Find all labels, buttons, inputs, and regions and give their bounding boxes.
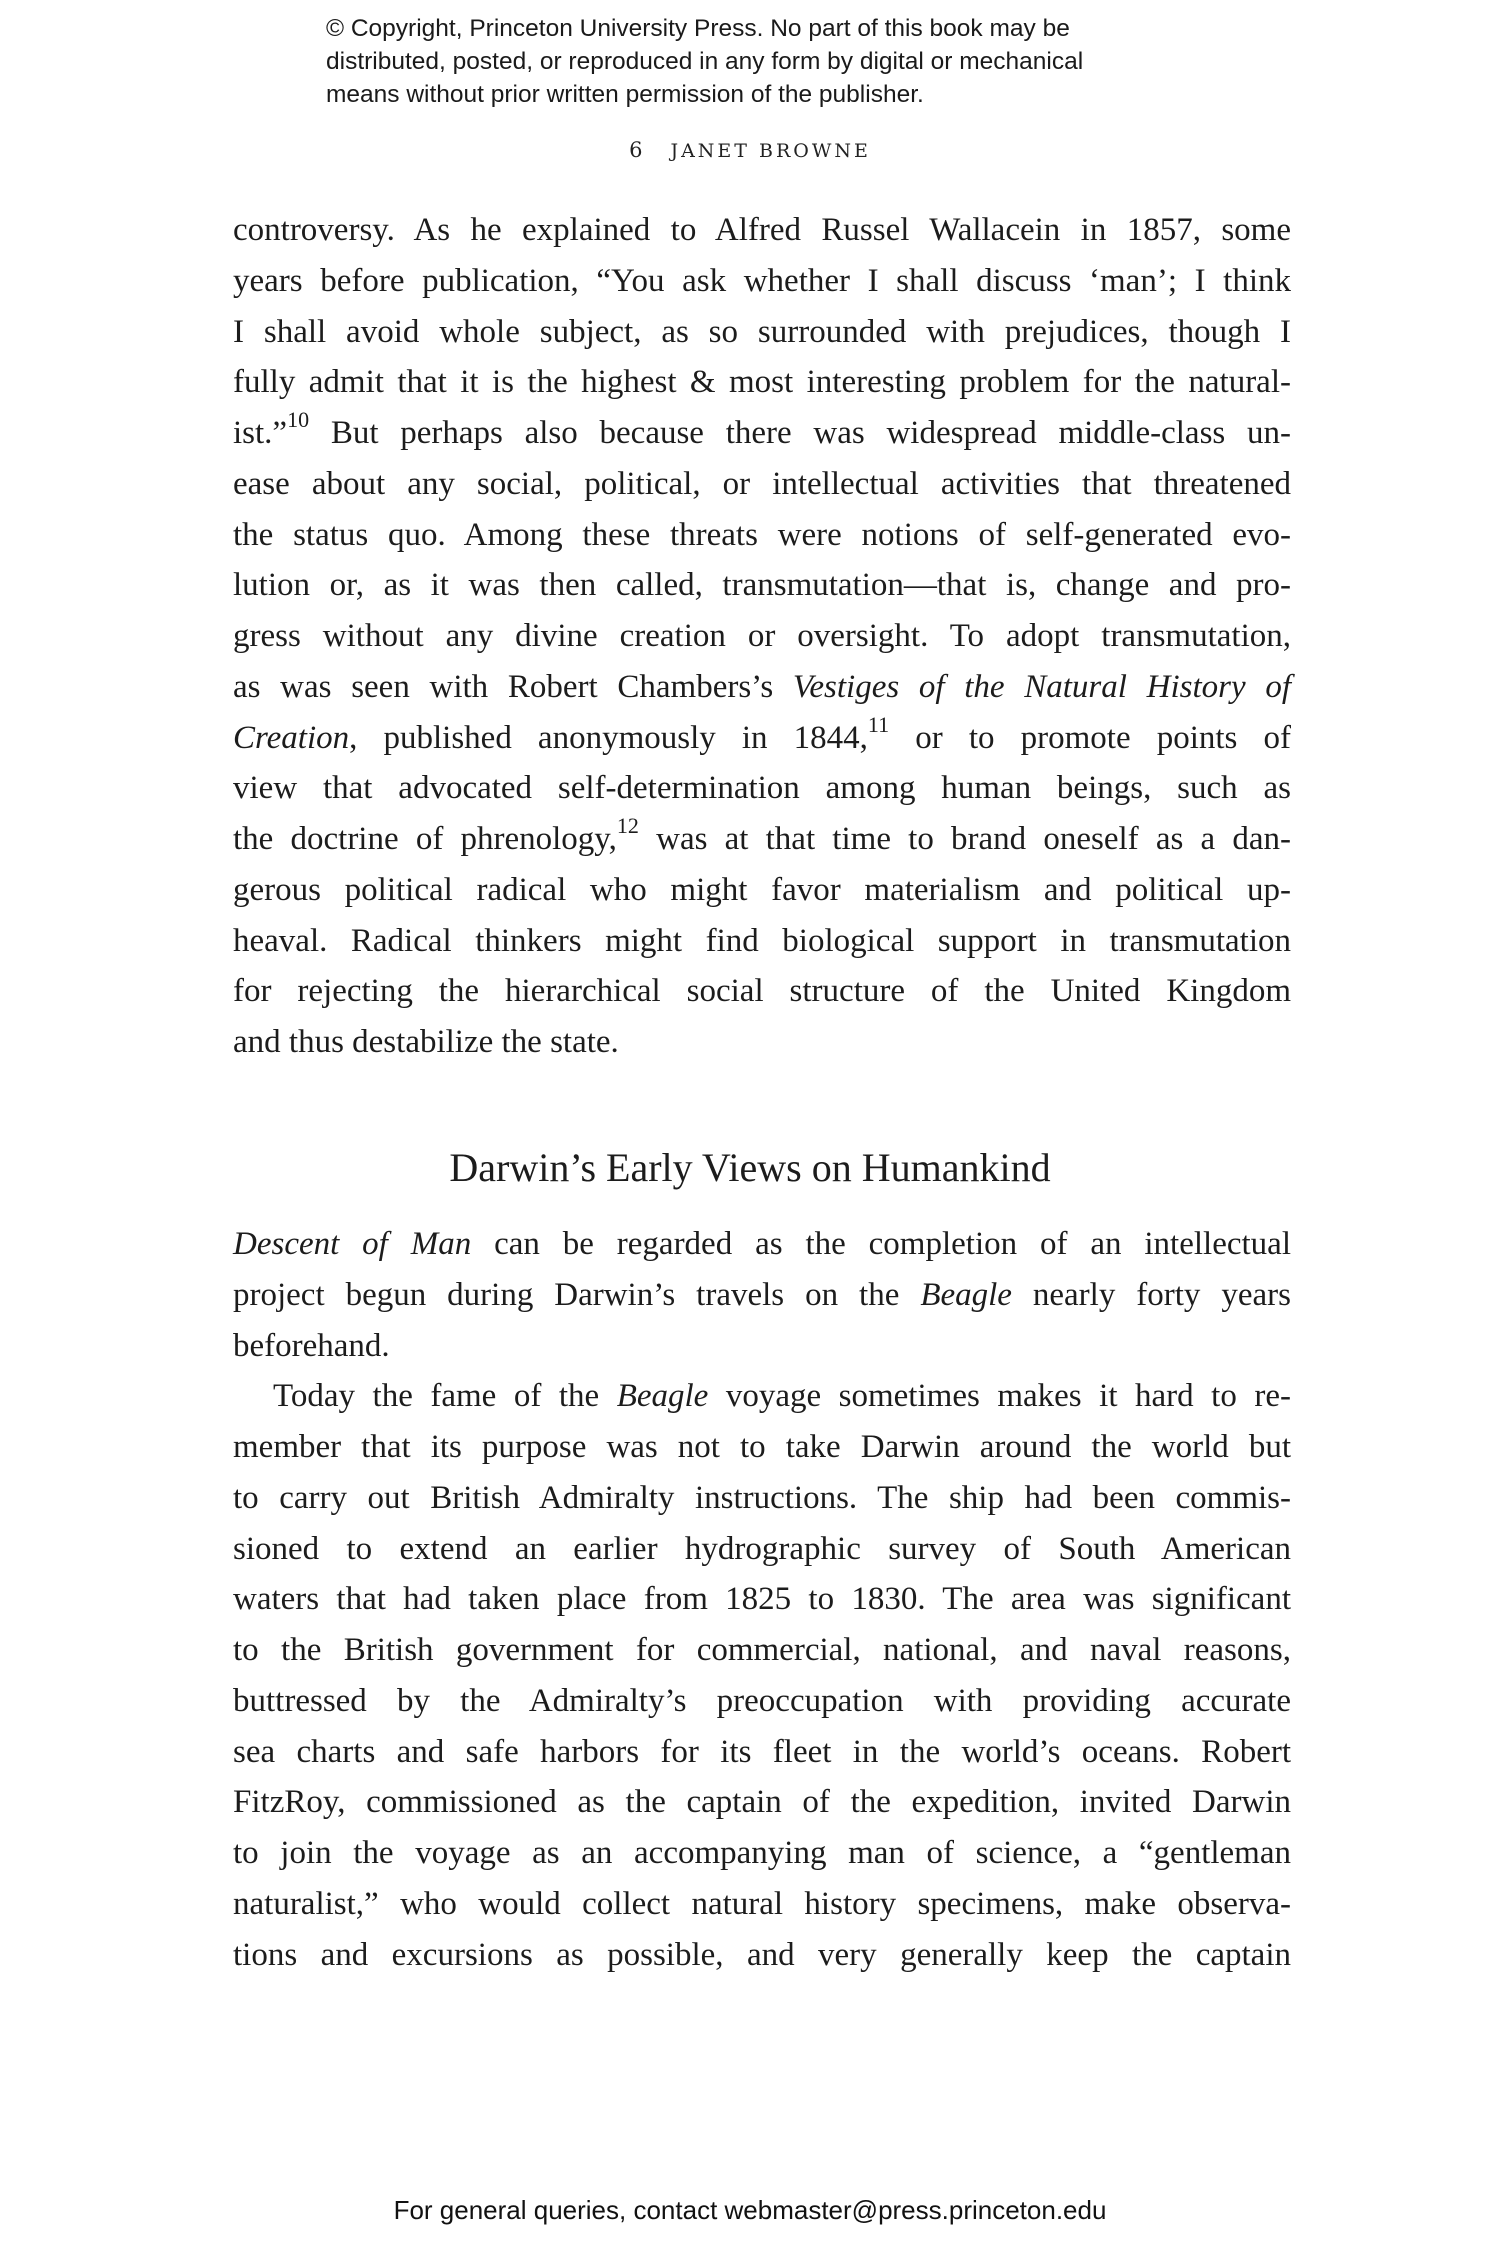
text-line: FitzRoy, commissioned as the captain of the expedition, invited Darwin — [233, 1784, 1291, 1821]
text-line: controversy. As he explained to Alfred Russel Wallacein in 1857, some — [233, 212, 1291, 248]
copyright-line: © Copyright, Princeton University Press. No part of this book may be — [326, 15, 1070, 42]
text-line: gerous political radical who might favor materialism and political up- — [233, 871, 1291, 908]
text-line: and thus destabilize the state. — [233, 1024, 619, 1060]
copyright-line: distributed, posted, or reproduced in any form by digital or mechanical — [326, 48, 1084, 75]
book-title: Creation — [233, 719, 350, 756]
text-line: view that advocated self-determination among human beings, such as — [233, 770, 1291, 807]
text-line: fully admit that it is the highest & most interesting problem for the natural- — [233, 364, 1291, 401]
page-number: 6 — [629, 138, 643, 162]
footnote-ref[interactable]: 12 — [616, 813, 639, 838]
copyright-line: means without prior written permission of the publisher. — [326, 81, 924, 108]
text-line: beforehand. — [233, 1327, 390, 1364]
text-line: buttressed by the Admiralty’s preoccupation with providing accurate — [233, 1682, 1291, 1719]
text-line: ease about any social, political, or intellectual activities that threatened — [233, 465, 1291, 502]
text-line: waters that had taken place from 1825 to 1830. The area was significant — [233, 1581, 1291, 1618]
text-line: gress without any divine creation or oversight. To adopt transmutation, — [233, 618, 1291, 654]
text-line: for rejecting the hierarchical social structure of the United Kingdom — [233, 973, 1291, 1010]
text-line: to the British government for commercial, national, and naval reasons, — [233, 1632, 1291, 1668]
running-head — [0, 138, 1500, 162]
copyright-notice — [326, 12, 1226, 111]
text-line: Today the fame of the Beagle voyage sometimes makes it hard to re- — [273, 1378, 1291, 1415]
text-line: sea charts and safe harbors for its fleet in the world’s oceans. Robert — [233, 1733, 1291, 1770]
book-title: Vestiges of the Natural History of — [792, 668, 1291, 705]
text-line: Descent of Man can be regarded as the completion of an intellectual — [233, 1226, 1291, 1262]
body-paragraph-2 — [233, 1219, 1291, 1980]
text-line: project begun during Darwin’s travels on the Beagle nearly forty years — [233, 1276, 1291, 1313]
text-line: Creation, published anonymously in 1844,11 or to promote points of — [233, 711, 1291, 756]
text-line: I shall avoid whole subject, as so surrounded with prejudices, though I — [233, 313, 1291, 350]
text-line: tions and excursions as possible, and very generally keep the captain — [233, 1936, 1291, 1973]
body-paragraph-1 — [233, 205, 1291, 1068]
ship-name: Beagle — [920, 1276, 1012, 1313]
text-line: to carry out British Admiralty instructions. The ship had been commis- — [233, 1479, 1291, 1516]
text-line: lution or, as it was then called, transmutation—that is, change and pro- — [233, 567, 1291, 604]
text-line: years before publication, “You ask whether I shall discuss ‘man’; I think — [233, 262, 1291, 299]
text-line: naturalist,” who would collect natural history specimens, make observa- — [233, 1885, 1291, 1922]
footer-contact: For general queries, contact webmaster@press.princeton.edu — [393, 2195, 1107, 2225]
text-line: sioned to extend an earlier hydrographic survey of South American — [233, 1530, 1291, 1567]
text-line: member that its purpose was not to take Darwin around the world but — [233, 1429, 1291, 1465]
section-heading: Darwin’s Early Views on Humankind — [449, 1145, 1051, 1190]
text-line: the status quo. Among these threats were notions of self-generated evo- — [233, 516, 1291, 553]
footnote-ref[interactable]: 11 — [867, 711, 890, 737]
text-line: to join the voyage as an accompanying man of science, a “gentleman — [233, 1835, 1291, 1871]
book-title: Descent of Man — [233, 1226, 472, 1262]
ship-name: Beagle — [616, 1378, 709, 1415]
text-line: ist.”$^{10}$ But perhaps also because there was widespread middle-class un- — [233, 407, 1291, 451]
text-line: the doctrine of phrenology,$^{12}$ was at that time to brand oneself as a dan- — [233, 813, 1291, 857]
footnote-ref[interactable]: 10 — [287, 407, 310, 432]
running-head-author: JANET BROWNE — [670, 140, 871, 162]
text-line: heaval. Radical thinkers might find biological support in transmutation — [233, 922, 1291, 959]
text-line: as was seen with Robert Chambers’s Vestiges of the Natural History of — [233, 668, 1291, 705]
